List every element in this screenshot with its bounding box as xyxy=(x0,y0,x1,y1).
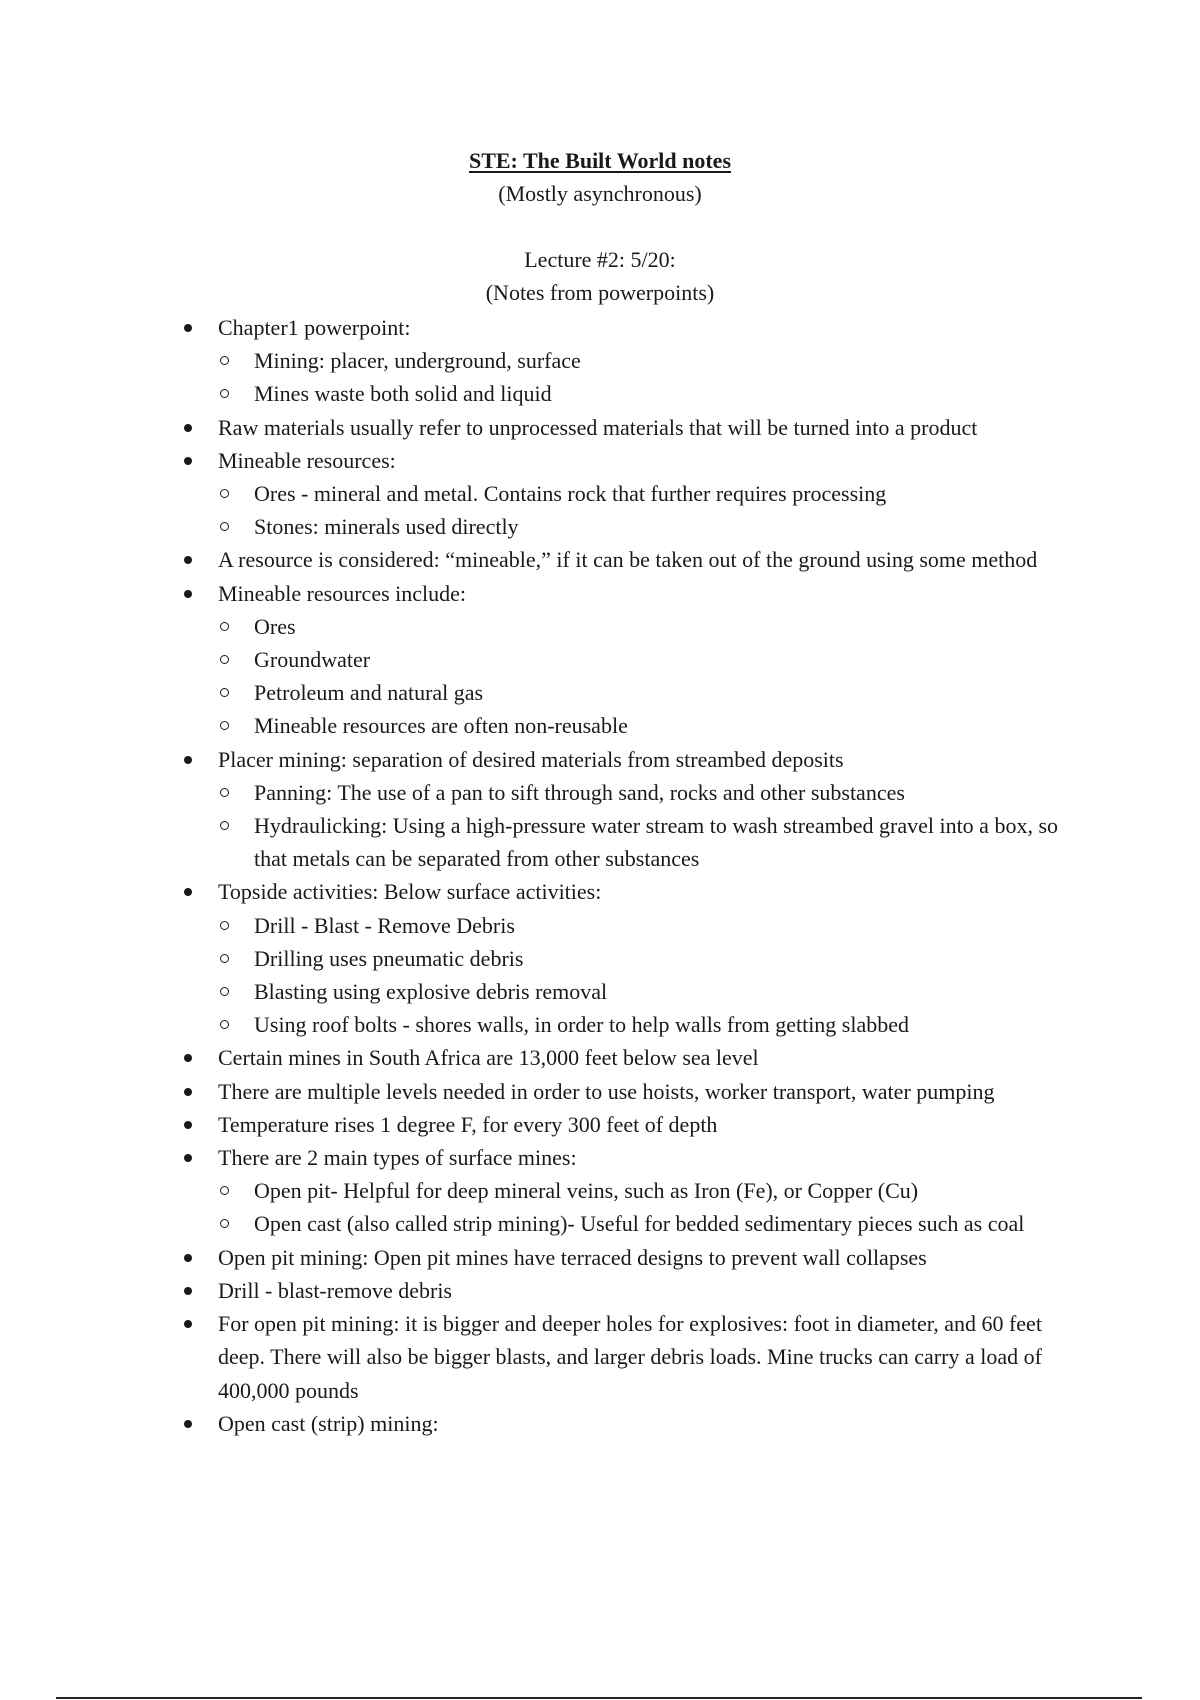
note-text: There are multiple levels needed in order to use hoists, worker transport, water pumping xyxy=(218,1078,995,1104)
sub-item: Drilling uses pneumatic debris xyxy=(254,942,1062,975)
note-item xyxy=(182,1241,1062,1274)
note-item xyxy=(182,1407,1062,1440)
sub-list xyxy=(182,909,1062,1042)
sub-item: Hydraulicking: Using a high-pressure water stream to wash streambed gravel into a box, so that metals can be separated from other substances xyxy=(254,809,1062,875)
note-text: A resource is considered: “mineable,” if it can be taken out of the ground using some method xyxy=(218,547,1038,573)
note-item xyxy=(182,1141,1062,1241)
note-item xyxy=(182,1108,1062,1141)
note-text: Mineable resources include: xyxy=(218,580,467,606)
sub-list xyxy=(182,1174,1062,1240)
sub-item: Using roof bolts - shores walls, in order to help walls from getting slabbed xyxy=(254,1008,1062,1041)
note-text: There are 2 main types of surface mines: xyxy=(218,1145,577,1171)
note-text: Temperature rises 1 degree F, for every 300 feet of depth xyxy=(218,1111,718,1137)
note-text: Certain mines in South Africa are 13,000 feet below sea level xyxy=(218,1045,759,1071)
page-bottom-rule xyxy=(56,1697,1142,1699)
sub-item: Mining: placer, underground, surface xyxy=(254,344,1062,377)
sub-item: Groundwater xyxy=(254,643,1062,676)
sub-item: Ores xyxy=(254,610,1062,643)
document-title: STE: The Built World notes xyxy=(468,148,732,173)
lecture-heading: Lecture #2: 5/20: xyxy=(524,247,676,272)
lecture-subheading: (Notes from powerpoints) xyxy=(485,280,715,305)
note-item xyxy=(182,311,1062,411)
note-text: Drill - blast-remove debris xyxy=(218,1277,452,1303)
sub-item: Stones: minerals used directly xyxy=(254,510,1062,543)
note-item xyxy=(182,411,1062,444)
sub-item: Panning: The use of a pan to sift through sand, rocks and other substances xyxy=(254,776,1062,809)
note-item xyxy=(182,1075,1062,1108)
note-text: For open pit mining: it is bigger and deeper holes for explosives: foot in diameter, and 60 feet deep. There will also be bigger blasts, and larger debris loads. Mine trucks can carry a load of 400,000 pounds xyxy=(218,1311,1042,1403)
note-item xyxy=(182,743,1062,876)
sub-item: Mineable resources are often non-reusable xyxy=(254,709,1062,742)
sub-item: Open pit- Helpful for deep mineral veins, such as Iron (Fe), or Copper (Cu) xyxy=(254,1174,1062,1207)
note-item xyxy=(182,577,1062,743)
sub-item: Mines waste both solid and liquid xyxy=(254,377,1062,410)
note-item xyxy=(182,543,1062,576)
note-text: Open pit mining: Open pit mines have terraced designs to prevent wall collapses xyxy=(218,1244,927,1270)
note-item xyxy=(182,444,1062,544)
note-text: Topside activities: Below surface activities: xyxy=(218,879,602,905)
sub-item: Open cast (also called strip mining)- Useful for bedded sedimentary pieces such as coal xyxy=(254,1207,1062,1240)
note-text: Raw materials usually refer to unprocessed materials that will be turned into a product xyxy=(218,414,978,440)
sub-item: Blasting using explosive debris removal xyxy=(254,975,1062,1008)
note-item xyxy=(182,1307,1062,1407)
document-subtitle: (Mostly asynchronous) xyxy=(498,181,702,206)
sub-item: Petroleum and natural gas xyxy=(254,676,1062,709)
sub-list xyxy=(182,776,1062,876)
note-text: Chapter1 powerpoint: xyxy=(218,315,411,340)
notes-list xyxy=(182,311,1062,1440)
sub-list xyxy=(182,344,1062,410)
sub-list xyxy=(182,610,1062,743)
note-item xyxy=(182,875,1062,1041)
note-item xyxy=(182,1274,1062,1307)
note-text: Placer mining: separation of desired materials from streambed deposits xyxy=(218,746,844,772)
sub-item: Drill - Blast - Remove Debris xyxy=(254,909,1062,942)
note-text: Mineable resources: xyxy=(218,447,396,473)
note-text: Open cast (strip) mining: xyxy=(218,1410,439,1436)
note-item xyxy=(182,1041,1062,1074)
sub-item: Ores - mineral and metal. Contains rock that further requires processing xyxy=(254,477,1062,510)
sub-list xyxy=(182,477,1062,543)
